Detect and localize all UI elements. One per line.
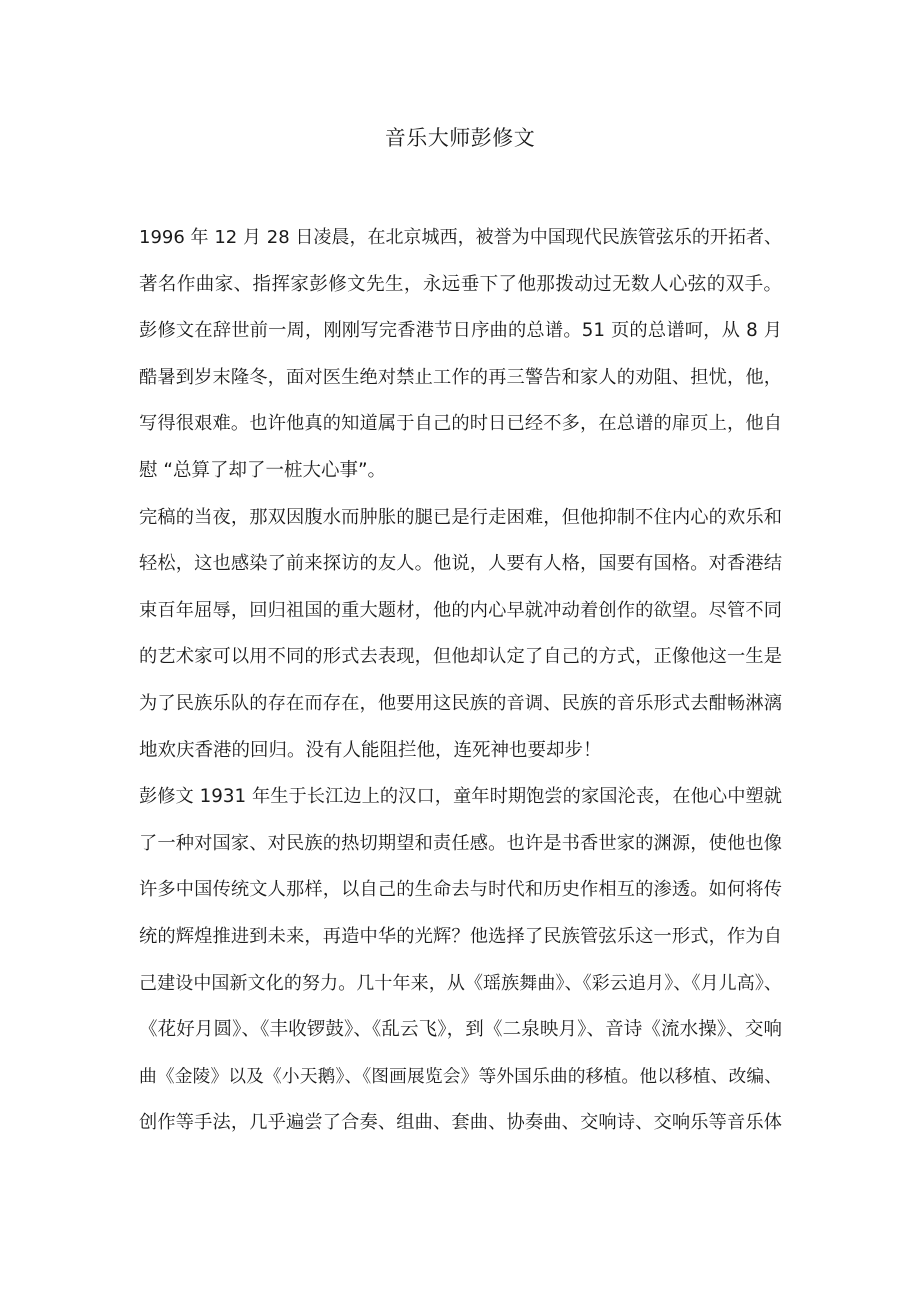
text-line: 轻松，这也感染了前来探访的友人。他说，人要有人格，国要有国格。对香港结 [139, 553, 782, 575]
text-line: 酷暑到岁末隆冬，面对医生绝对禁止工作的再三警告和家人的劝阻、担忧，他， [139, 366, 782, 388]
text-line: 的艺术家可以用不同的形式去表现，但他却认定了自己的方式，正像他这一生是 [139, 646, 782, 668]
page-title: 音乐大师彭修文 [384, 126, 536, 150]
text-line: 1996 年 12 月 28 日凌晨，在北京城西，被誉为中国现代民族管弦乐的开拓者、 [139, 227, 782, 248]
text-line: 了一种对国家、对民族的热切期望和责任感。也许是书香世家的渊源，使他也像 [139, 832, 782, 854]
text-line: 彭修文 1931 年生于长江边上的汉口，童年时期饱尝的家国沦丧，在他心中塑就 [139, 786, 782, 808]
text-line: 统的辉煌推进到未来，再造中华的光辉？他选择了民族管弦乐这一形式，作为自 [139, 925, 782, 947]
text-line: 己建设中国新文化的努力。几十年来，从《瑶族舞曲》、《彩云追月》、《月儿高》、 [139, 972, 782, 994]
text-line: 为了民族乐队的存在而存在，他要用这民族的音调、民族的音乐形式去酣畅淋漓 [139, 692, 782, 714]
text-line: 束百年屈辱，回归祖国的重大题材，他的内心早就冲动着创作的欲望。尽管不同 [139, 599, 782, 621]
text-line: 曲《金陵》以及《小天鹅》、《图画展览会》等外国乐曲的移植。他以移植、改编、 [139, 1066, 782, 1087]
article-body [139, 215, 782, 1147]
text-line: 《花好月圆》、《丰收锣鼓》、《乱云飞》，到《二泉映月》、音诗《流水操》、交响 [139, 1019, 782, 1041]
text-line: 许多中国传统文人那样，以自己的生命去与时代和历史作相互的渗透。如何将传 [139, 879, 782, 901]
text-line: 著名作曲家、指挥家彭修文先生，永远垂下了他那拨动过无数人心弦的双手。 [139, 273, 782, 295]
text-line: 写得很艰难。也许他真的知道属于自己的时日已经不多，在总谱的扉页上，他自 [139, 413, 782, 435]
text-line: 慰 “总算了却了一桩大心事”。 [139, 459, 387, 481]
text-line: 创作等手法，几乎遍尝了合奏、组曲、套曲、协奏曲、交响诗、交响乐等音乐体 [139, 1112, 782, 1134]
text-line: 完稿的当夜，那双因腹水而肿胀的腿已是行走困难，但他抑制不住内心的欢乐和 [139, 506, 782, 528]
text-line: 彭修文在辞世前一周，刚刚写完香港节日序曲的总谱。51 页的总谱呵，从 8 月 [139, 320, 782, 342]
text-line: 地欢庆香港的回归。没有人能阻拦他，连死神也要却步！ [139, 739, 602, 761]
